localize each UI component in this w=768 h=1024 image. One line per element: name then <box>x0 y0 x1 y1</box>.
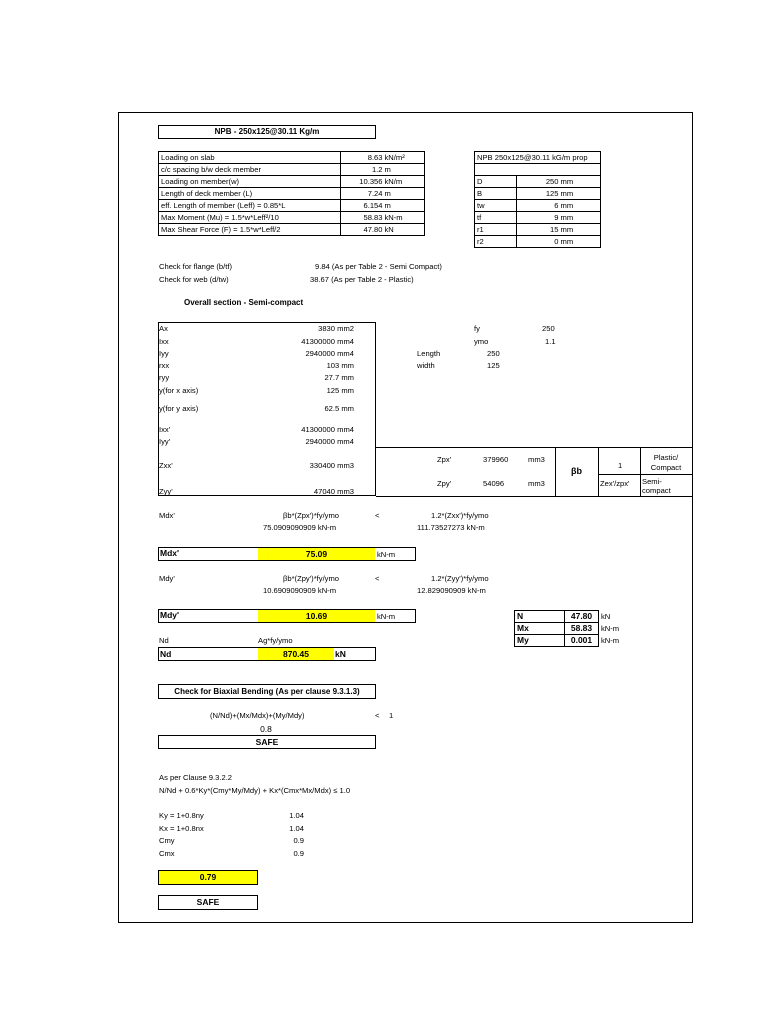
mdx-formula: βb*(Zpx')*fy/ymo <box>283 511 340 520</box>
loading-row <box>159 212 425 224</box>
section-prop-label: Iyy' <box>159 437 171 446</box>
overall-section-heading: Overall section - Semi-compact <box>184 298 304 307</box>
mdx-formula-2: 1.2*(Zxx')*fy/ymo <box>431 511 489 520</box>
loading-row <box>159 224 425 236</box>
zpy-unit: mm3 <box>528 479 545 488</box>
loading-value: 47.80 <box>341 224 385 236</box>
mdx-label: Mdx' <box>159 511 175 520</box>
class-semi-compact: Semi- compact <box>642 477 671 495</box>
width-label: width <box>417 361 435 370</box>
loading-row <box>159 188 425 200</box>
section-prop-value: 125 mm <box>326 386 354 395</box>
section-prop-value: 2940000 mm4 <box>305 349 354 358</box>
loading-label: Max Moment (Mu) = 1.5*w*Leff²/10 <box>159 212 341 224</box>
clause-row-label: Cmy <box>159 836 175 845</box>
beta-b-value: 1 <box>618 461 623 470</box>
loading-value: 1.2 <box>341 164 385 176</box>
force-row <box>515 635 622 647</box>
fy-label: fy <box>474 324 480 333</box>
clause-formula: N/Nd + 0.6*Ky*(Cmy*My/Mdy) + Kx*(Cmx*Mx/Mdx) ≤ 1.0 <box>159 786 351 795</box>
mdy-formula: βb*(Zpy')*fy/ymo <box>283 574 340 583</box>
props-label: tf <box>475 212 517 224</box>
biaxial-limit: 1 <box>389 711 394 720</box>
section-prop-value: 103 mm <box>326 361 354 370</box>
zpx-value: 379960 <box>483 455 509 464</box>
props-header: NPB 250x125@30.11 kG/m prop <box>475 152 601 164</box>
loading-unit: m <box>385 200 425 212</box>
force-unit: kN-m <box>601 636 620 645</box>
loading-label: c/c spacing b/w deck member <box>159 164 341 176</box>
section-prop-value: 27.7 mm <box>324 373 354 382</box>
loading-label: eff. Length of member (Leff) = 0.85*L <box>159 200 341 212</box>
section-prop-label: Iyy <box>159 349 169 358</box>
props-unit: mm <box>561 236 601 248</box>
section-prop-value: 62.5 mm <box>324 404 354 413</box>
loading-label: Loading on member(w) <box>159 176 341 188</box>
mdx-result-value: 75.09 <box>258 548 375 560</box>
props-label: B <box>475 188 517 200</box>
force-value: 0.001 <box>565 635 599 647</box>
section-prop-label: y(for y axis) <box>159 404 199 413</box>
page-title: NPB - 250x125@30.11 Kg/m <box>158 125 376 139</box>
mdy-formula-2: 1.2*(Zyy')*fy/ymo <box>431 574 489 583</box>
props-value: 0 <box>517 236 561 248</box>
clause-row-label: Ky = 1+0.8ny <box>159 811 204 820</box>
force-row <box>515 623 622 635</box>
props-value: 6 <box>517 200 561 212</box>
fy-value: 250 <box>542 324 555 333</box>
loading-label: Max Shear Force (F) = 1.5*w*Leff/2 <box>159 224 341 236</box>
props-label: r1 <box>475 224 517 236</box>
force-label: Mx <box>515 623 565 635</box>
nd-result-label: Nd <box>160 649 172 659</box>
loading-row <box>159 176 425 188</box>
props-unit: mm <box>561 224 601 236</box>
plastic-bottom-line <box>376 496 692 497</box>
force-label: N <box>515 611 565 623</box>
mdy-label: Mdy' <box>159 574 175 583</box>
section-prop-label: Zxx' <box>159 461 173 470</box>
section-prop-label: ryy <box>159 373 170 382</box>
section-prop-label: Ax <box>159 324 168 333</box>
section-prop-value: 41300000 mm4 <box>301 425 354 434</box>
biaxial-less-than: < <box>375 711 380 720</box>
plastic-top-line <box>376 447 692 448</box>
length-value: 250 <box>487 349 500 358</box>
clause-row-label: Cmx <box>159 849 175 858</box>
loading-row <box>159 164 425 176</box>
width-value: 125 <box>487 361 500 370</box>
loading-label: Length of deck member (L) <box>159 188 341 200</box>
plastic-divider-2 <box>598 447 599 496</box>
mdy-result-unit: kN-m <box>377 612 396 621</box>
loading-unit: kN-m <box>385 212 425 224</box>
clause-value: 0.79 <box>158 870 258 885</box>
section-prop-value: 41300000 mm4 <box>301 337 354 346</box>
props-row <box>475 200 601 212</box>
mdx-less-than: < <box>375 511 380 520</box>
props-unit: mm <box>561 176 601 188</box>
props-unit: mm <box>561 188 601 200</box>
props-value: 15 <box>517 224 561 236</box>
clause-row-value: 0.9 <box>293 836 304 845</box>
section-prop-label: Ixx' <box>159 425 171 434</box>
section-prop-label: y(for x axis) <box>159 386 199 395</box>
mdy-value-1: 10.6909090909 kN-m <box>263 586 337 595</box>
class-plastic-compact: Plastic/ Compact <box>650 453 682 472</box>
props-row <box>475 212 601 224</box>
forces-table <box>514 610 622 647</box>
nd-formula: Ag*fy/ymo <box>258 636 293 645</box>
props-row <box>475 224 601 236</box>
mdx-result-unit: kN-m <box>377 550 396 559</box>
flange-check-label: Check for flange (b/tf) <box>159 262 233 271</box>
props-spacer <box>475 164 601 176</box>
loading-unit: m <box>385 164 425 176</box>
force-row <box>515 611 622 623</box>
section-prop-value: 47040 mm3 <box>313 487 354 496</box>
props-row <box>475 236 601 248</box>
loading-value: 58.83 <box>341 212 385 224</box>
loading-label: Loading on slab <box>159 152 341 164</box>
clause-row-label: Kx = 1+0.8nx <box>159 824 204 833</box>
loading-value: 8.63 <box>341 152 385 164</box>
props-row <box>475 188 601 200</box>
biaxial-value: 0.8 <box>260 724 272 734</box>
length-label: Length <box>417 349 441 358</box>
mdy-less-than: < <box>375 574 380 583</box>
props-unit: mm <box>561 212 601 224</box>
props-unit: mm <box>561 200 601 212</box>
web-check-label: Check for web (d/tw) <box>159 275 229 284</box>
force-unit: kN <box>601 612 611 621</box>
props-label: tw <box>475 200 517 212</box>
mdx-value-1: 75.0909090909 kN-m <box>263 523 337 532</box>
ymo-label: ymo <box>474 337 489 346</box>
mdy-result-value: 10.69 <box>258 610 375 622</box>
loading-unit: m <box>385 188 425 200</box>
loading-table <box>158 151 425 236</box>
zpx-label: Zpx' <box>437 455 452 464</box>
mdy-result-label: Mdy' <box>160 610 180 620</box>
loading-unit: kN/m <box>385 176 425 188</box>
plastic-divider-1 <box>555 447 556 496</box>
biaxial-result: SAFE <box>158 735 376 749</box>
mdy-value-2: 12.829090909 kN-m <box>417 586 486 595</box>
mdx-result-label: Mdx' <box>160 548 180 558</box>
clause-row-value: 0.9 <box>293 849 304 858</box>
props-row <box>475 176 601 188</box>
props-label: D <box>475 176 517 188</box>
zex-zpx-label: Zex'/zpx' <box>600 479 630 488</box>
biaxial-title: Check for Biaxial Bending (As per clause 9.3.1.3) <box>158 684 376 699</box>
zpx-unit: mm3 <box>528 455 545 464</box>
props-value: 125 <box>517 188 561 200</box>
nd-result-unit: kN <box>335 649 346 659</box>
section-prop-value: 3830 mm2 <box>318 324 354 333</box>
section-prop-label: Zyy' <box>159 487 173 496</box>
loading-unit: kN/m² <box>385 152 425 164</box>
clause-result: SAFE <box>158 895 258 910</box>
biaxial-expression: (N/Nd)+(Mx/Mdx)+(My/Mdy) <box>210 711 305 720</box>
section-prop-value: 2940000 mm4 <box>305 437 354 446</box>
mdx-value-2: 111.73527273 kN-m <box>417 523 485 532</box>
flange-check-value: 9.84 (As per Table 2 - Semi Compact) <box>315 262 442 271</box>
force-unit: kN-m <box>601 624 620 633</box>
clause-row-value: 1.04 <box>289 811 304 820</box>
props-label: r2 <box>475 236 517 248</box>
loading-row <box>159 200 425 212</box>
loading-value: 10.356 <box>341 176 385 188</box>
loading-value: 6.154 <box>341 200 385 212</box>
section-prop-label: rxx <box>159 361 170 370</box>
plastic-mid-line <box>598 474 692 475</box>
loading-row <box>159 152 425 164</box>
web-check-value: 38.67 (As per Table 2 - Plastic) <box>310 275 414 284</box>
force-value: 58.83 <box>565 623 599 635</box>
nd-label: Nd <box>159 636 169 645</box>
section-prop-value: 330400 mm3 <box>309 461 354 470</box>
force-value: 47.80 <box>565 611 599 623</box>
force-label: My <box>515 635 565 647</box>
clause-row-value: 1.04 <box>289 824 304 833</box>
props-value: 9 <box>517 212 561 224</box>
loading-unit: kN <box>385 224 425 236</box>
ymo-value: 1.1 <box>545 337 556 346</box>
beta-b-label: βb <box>571 466 582 476</box>
nd-result-value: 870.45 <box>258 648 334 660</box>
section-prop-label: Ixx <box>159 337 169 346</box>
clause-title: As per Clause 9.3.2.2 <box>159 773 233 782</box>
section-properties-table <box>474 151 601 248</box>
zpy-label: Zpy' <box>437 479 452 488</box>
props-value: 250 <box>517 176 561 188</box>
loading-value: 7.24 <box>341 188 385 200</box>
zpy-value: 54096 <box>483 479 505 488</box>
